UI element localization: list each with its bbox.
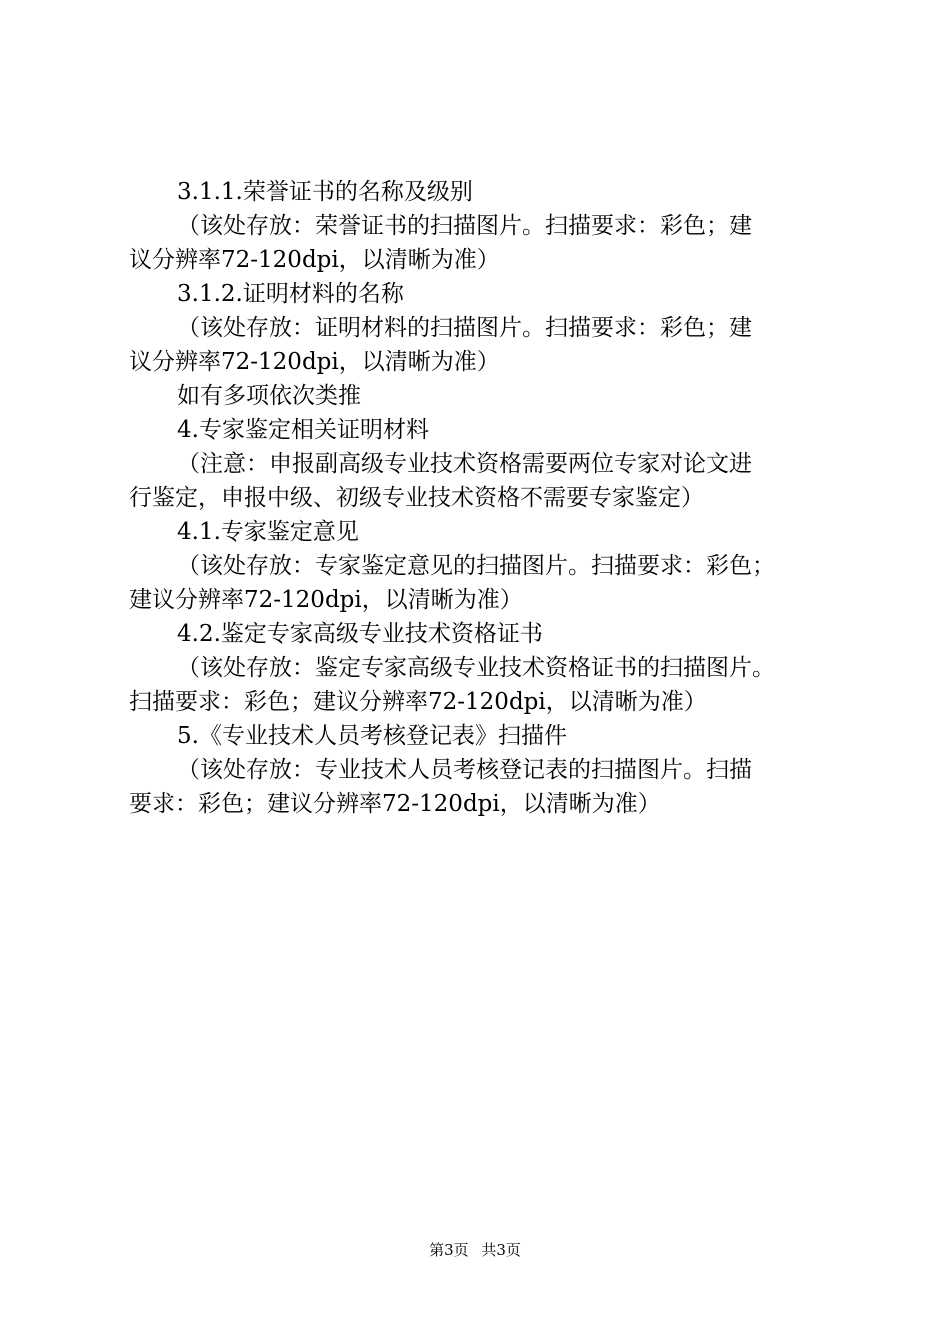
line-heading-5: 5.《专业技术人员考核登记表》扫描件	[177, 723, 567, 749]
page-total: 共3页	[481, 1241, 521, 1259]
line-text: 如有多项依次类推	[177, 383, 361, 409]
line-note: （该处存放：证明材料的扫描图片。扫描要求：彩色；建	[177, 315, 752, 341]
line-note: （该处存放：专家鉴定意见的扫描图片。扫描要求：彩色；	[177, 553, 775, 579]
page-footer	[0, 1240, 950, 1260]
line-heading-3-1-1: 3.1.1.荣誉证书的名称及级别	[177, 179, 473, 205]
line-note-cont: 扫描要求：彩色；建议分辨率72-120dpi，以清晰为准）	[129, 689, 707, 715]
line-heading-4-2: 4.2.鉴定专家高级专业技术资格证书	[177, 621, 543, 647]
line-heading-4: 4.专家鉴定相关证明材料	[177, 417, 429, 443]
line-note: （注意：申报副高级专业技术资格需要两位专家对论文进	[177, 451, 752, 477]
line-note-cont: 行鉴定，申报中级、初级专业技术资格不需要专家鉴定）	[129, 485, 704, 511]
line-note-cont: 建议分辨率72-120dpi，以清晰为准）	[129, 587, 523, 613]
line-note-cont: 要求：彩色；建议分辨率72-120dpi，以清晰为准）	[129, 791, 661, 817]
line-note: （该处存放：荣誉证书的扫描图片。扫描要求：彩色；建	[177, 213, 752, 239]
line-note-cont: 议分辨率72-120dpi，以清晰为准）	[129, 247, 500, 273]
page-number: 第3页	[429, 1241, 469, 1259]
line-note-cont: 议分辨率72-120dpi，以清晰为准）	[129, 349, 500, 375]
line-note: （该处存放：鉴定专家高级专业技术资格证书的扫描图片。	[177, 655, 775, 681]
line-heading-4-1: 4.1.专家鉴定意见	[177, 519, 359, 545]
document-body	[129, 175, 834, 821]
line-note: （该处存放：专业技术人员考核登记表的扫描图片。扫描	[177, 757, 752, 783]
line-heading-3-1-2: 3.1.2.证明材料的名称	[177, 281, 404, 307]
